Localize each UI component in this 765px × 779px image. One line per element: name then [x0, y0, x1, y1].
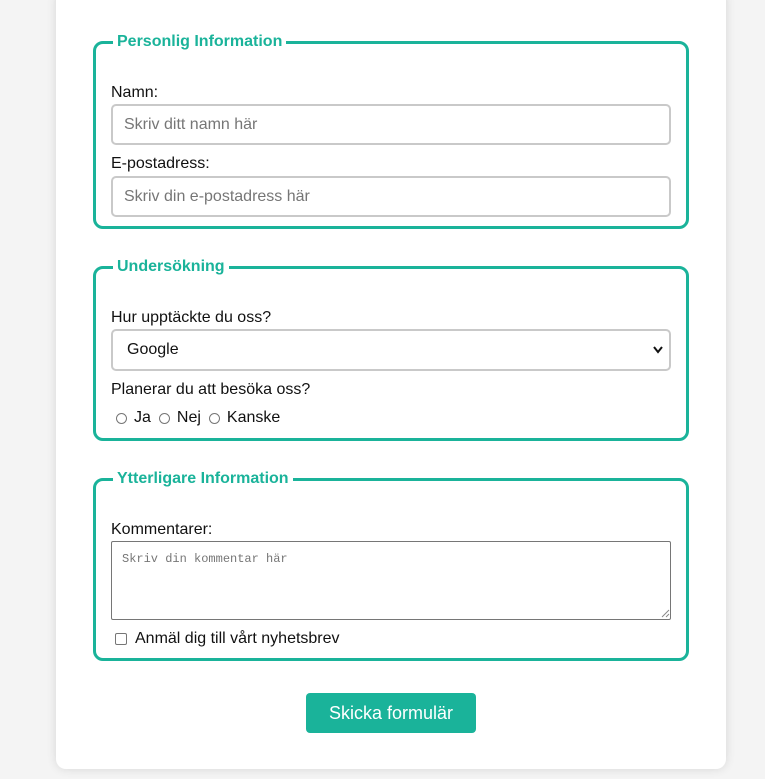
visit-option-label: Kanske [226, 409, 281, 426]
personal-info-fieldset [93, 33, 689, 229]
submit-button[interactable]: Skicka formulär [306, 693, 476, 733]
name-input[interactable] [111, 104, 671, 145]
form-card [56, 0, 726, 769]
visit-radio-ja[interactable] [116, 413, 127, 424]
visit-option-label: Nej [176, 409, 201, 426]
source-select[interactable] [111, 329, 671, 371]
resize-grip-icon[interactable] [661, 609, 670, 620]
visit-radio-kanske[interactable] [209, 413, 220, 424]
source-select-value: Google [127, 341, 179, 358]
visit-option-label: Ja [134, 409, 151, 426]
personal-info-legend: Personlig Information [117, 33, 283, 50]
visit-label: Planerar du att besöka oss? [111, 381, 311, 398]
additional-info-legend: Ytterligare Information [117, 470, 289, 487]
newsletter-checkbox[interactable] [115, 633, 127, 645]
email-label: E-postadress: [111, 155, 210, 172]
visit-radio-group [116, 409, 288, 427]
newsletter-label: Anmäl dig till vårt nyhetsbrev [135, 630, 340, 647]
newsletter-row [115, 630, 340, 648]
email-input[interactable] [111, 176, 671, 217]
name-label: Namn: [111, 84, 159, 101]
chevron-down-icon [653, 331, 663, 384]
survey-fieldset [93, 258, 689, 441]
visit-radio-nej[interactable] [159, 413, 170, 424]
additional-info-fieldset [93, 470, 689, 661]
comments-textarea[interactable] [111, 541, 671, 620]
survey-legend: Undersökning [117, 258, 225, 275]
source-label: Hur upptäckte du oss? [111, 309, 272, 326]
comments-label: Kommentarer: [111, 521, 213, 538]
